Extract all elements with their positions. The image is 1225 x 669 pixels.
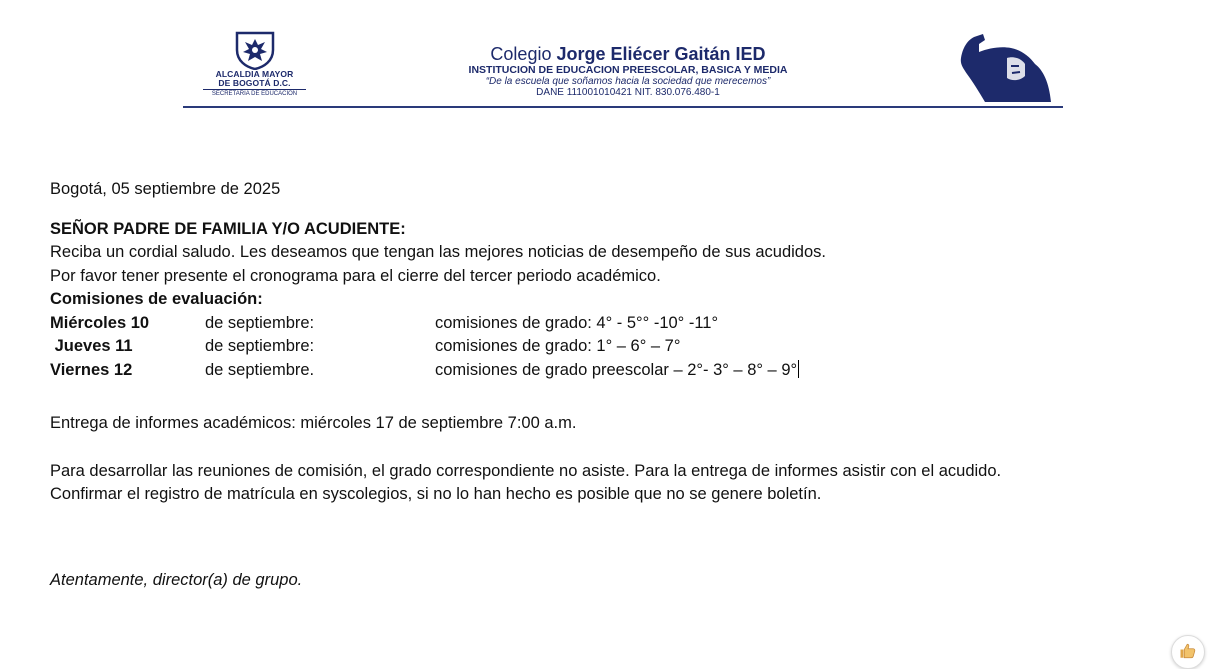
bogota-shield-icon xyxy=(234,30,276,70)
letterhead xyxy=(183,28,1063,112)
school-header xyxy=(388,44,868,98)
schedule-month: de septiembre: xyxy=(205,337,315,355)
school-name-bold: Jorge Eliécer Gaitán IED xyxy=(556,44,766,64)
thumbs-up-icon xyxy=(1179,642,1197,660)
school-dane-nit: DANE 111001010421 NIT. 830.076.480-1 xyxy=(536,87,720,98)
like-button[interactable] xyxy=(1171,635,1205,669)
schedule-heading: Comisiones de evaluación: xyxy=(50,290,263,308)
school-name xyxy=(388,44,868,64)
schedule-day: Jueves 11 xyxy=(50,337,133,355)
alcaldia-name-line2: DE BOGOTÁ D.C. xyxy=(218,78,291,88)
note-paragraph-1: Para desarrollar las reuniones de comisión, el grado correspondiente no asiste. Para la entrega de informes asistir con el acudido. xyxy=(50,461,1002,480)
school-prefix: Colegio xyxy=(490,44,557,64)
request-paragraph: Por favor tener presente el cronograma para el cierre del tercer periodo académico. xyxy=(50,266,661,285)
note-paragraph-2: Confirmar el registro de matrícula en syscolegios, si no lo han hecho es posible que no se genere boletín. xyxy=(50,485,822,503)
school-type: INSTITUCION DE EDUCACION PREESCOLAR, BASICA Y MEDIA xyxy=(468,64,788,76)
letter-body xyxy=(50,178,1210,592)
text-cursor xyxy=(798,360,799,378)
gaitan-portrait-icon xyxy=(955,30,1053,106)
schedule-detail-wrapper xyxy=(435,359,799,383)
salutation: SEÑOR PADRE DE FAMILIA Y/O ACUDIENTE: xyxy=(50,219,406,238)
schedule-detail: comisiones de grado: 1° – 6° – 7° xyxy=(435,337,681,355)
letterhead-rule xyxy=(183,106,1063,108)
alcaldia-logo xyxy=(197,30,312,104)
schedule-detail: comisiones de grado preescolar – 2°- 3° – 8° – 9° xyxy=(435,360,798,379)
schedule-row xyxy=(50,335,1210,359)
signature: Atentamente, director(a) de grupo. xyxy=(50,570,303,589)
secretaria-label: SECRETARIA DE EDUCACION xyxy=(203,89,306,98)
greeting-paragraph: Reciba un cordial saludo. Les deseamos que tengan las mejores noticias de desempeño de sus acudidos. xyxy=(50,243,826,261)
schedule-day: Miércoles 10 xyxy=(50,313,150,332)
schedule-row xyxy=(50,359,1210,383)
schedule-day: Viernes 12 xyxy=(50,360,133,379)
schedule-month: de septiembre: xyxy=(205,313,315,332)
school-motto: “De la escuela que soñamos hacia la sociedad que merecemos” xyxy=(485,76,771,87)
reports-paragraph: Entrega de informes académicos: miércoles 17 de septiembre 7:00 a.m. xyxy=(50,414,577,432)
schedule-month: de septiembre. xyxy=(205,360,315,379)
letter-date: Bogotá, 05 septiembre de 2025 xyxy=(50,180,281,198)
schedule-row xyxy=(50,312,1210,336)
schedule-detail: comisiones de grado: 4° - 5°° -10° -11° xyxy=(435,313,719,332)
alcaldia-name-line1: ALCALDIA MAYOR xyxy=(215,69,294,79)
